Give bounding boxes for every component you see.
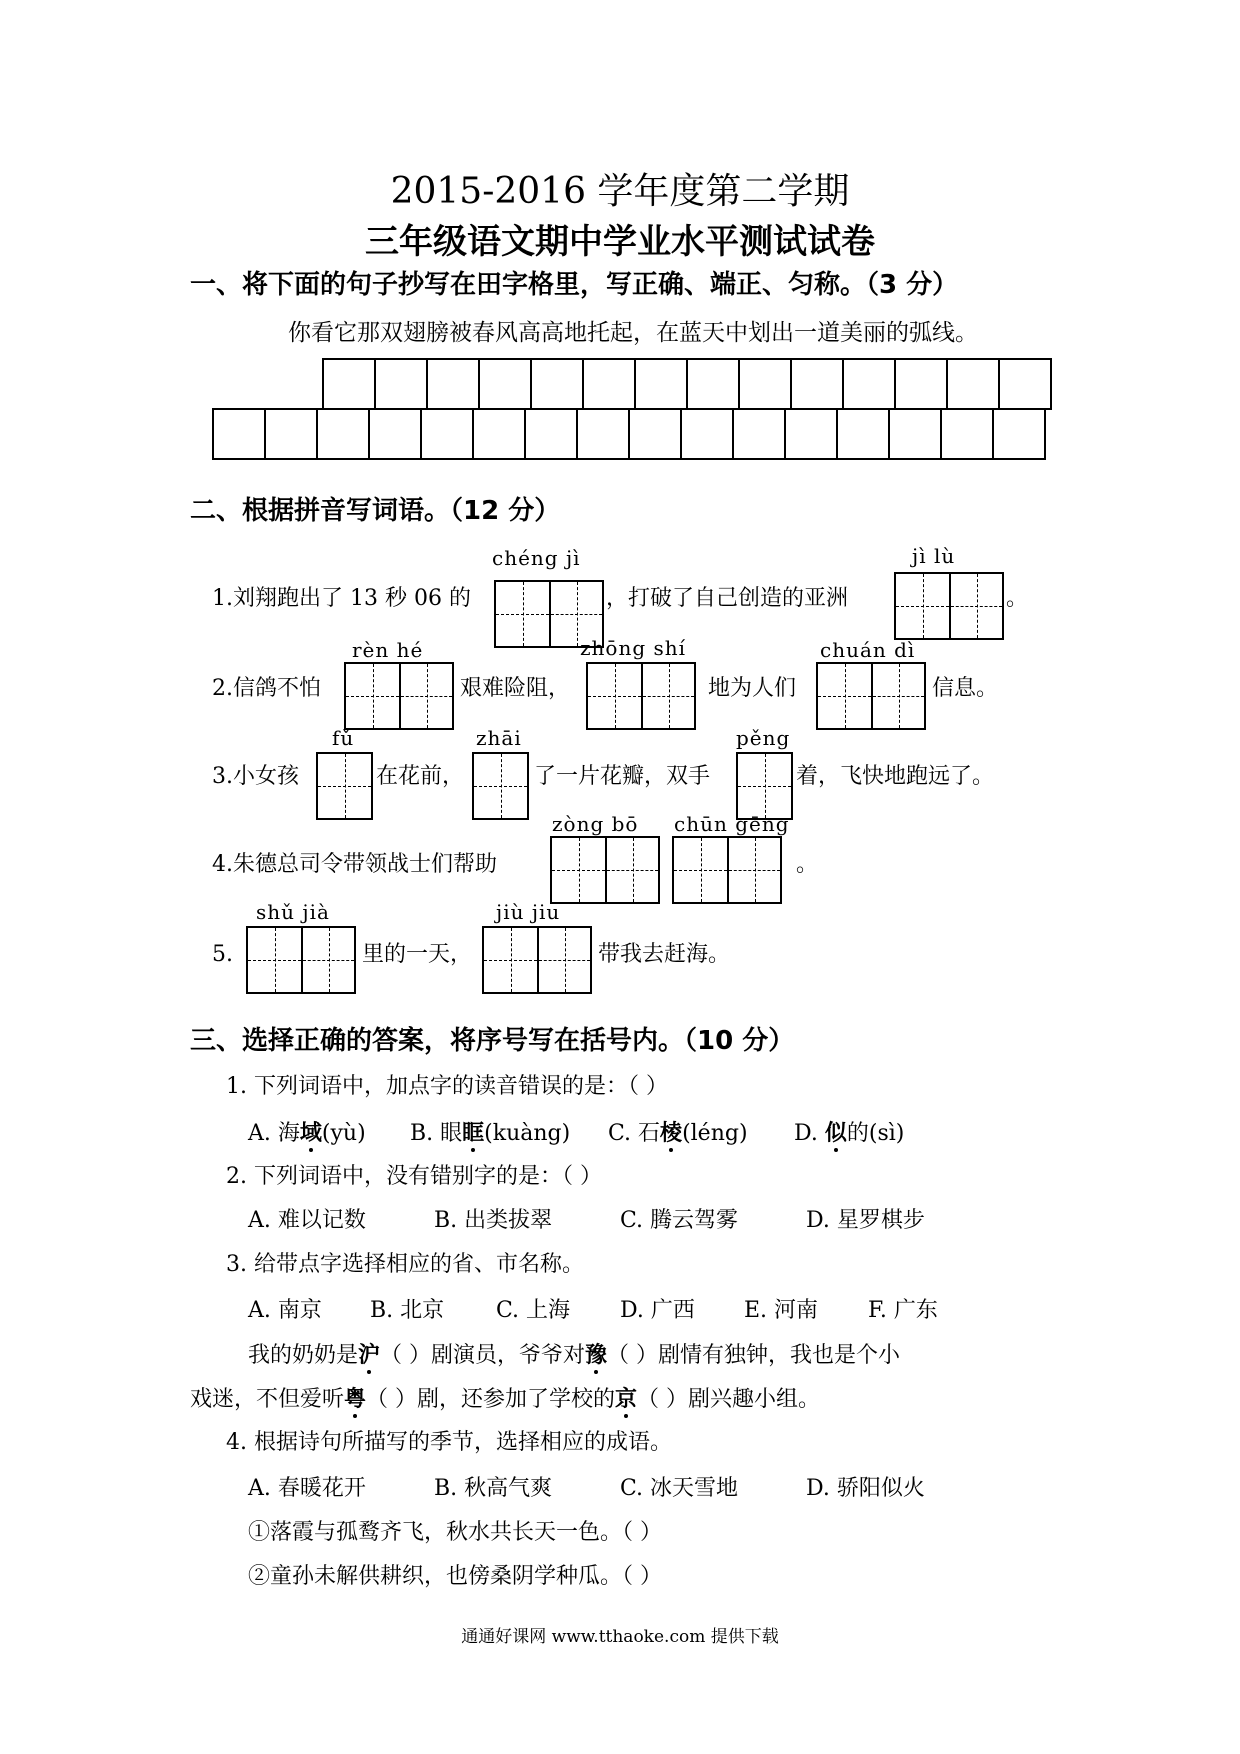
tianzige-renhe[interactable] [344, 662, 454, 730]
q3-3-option-e: E. 河南 [744, 1298, 819, 1323]
section1-sentence: 你看它那双翅膀被春风高高地托起，在蓝天中划出一道美丽的弧线。 [288, 320, 978, 346]
q2-1-text-a: 1.刘翔跑出了 13 秒 06 的 [212, 586, 471, 611]
pinyin-zhai: zhāi [476, 726, 522, 750]
q2-2-text-c: 地为人们 [708, 676, 797, 701]
q3-3-option-f: F. 广东 [868, 1298, 938, 1323]
tianzige-zongbo[interactable] [550, 836, 660, 904]
tianzige-zhongshi[interactable] [586, 662, 696, 730]
q2-1-text-c: 。 [1006, 586, 1029, 611]
q3-3-option-a: A. 南京 [248, 1298, 322, 1323]
q3-2-option-a: A. 难以记数 [248, 1208, 366, 1233]
q3-3-line1: 我的奶奶是沪（ ）剧演员，爷爷对豫（ ）剧情有独钟，我也是个小 [248, 1342, 901, 1368]
pinyin-jiujiu: jiù jiu [496, 900, 561, 924]
q3-4-option-c: C. 冰天雪地 [620, 1476, 739, 1501]
section2-heading: 二、根据拼音写词语。（12 分） [190, 496, 561, 526]
section1-heading: 一、将下面的句子抄写在田字格里，写正确、端正、匀称。（3 分） [190, 270, 959, 300]
pinyin-zhongshi: zhōng shí [580, 636, 687, 660]
q3-4-poem2: ②童孙未解供耕织，也傍桑阴学种瓜。（ ） [248, 1564, 662, 1589]
tianzige-chungeng[interactable] [672, 836, 782, 904]
tianzige-zhai[interactable] [472, 752, 529, 820]
q3-1-option-c: C. 石棱(léng) [608, 1120, 748, 1146]
q3-2-option-b: B. 出类拔翠 [434, 1208, 553, 1233]
q3-2-stem: 2. 下列词语中，没有错别字的是：（ ） [226, 1164, 602, 1189]
q3-1-option-b: B. 眼眶(kuàng) [410, 1120, 571, 1146]
pinyin-fu: fǔ [332, 726, 355, 750]
q3-1-stem: 1. 下列词语中，加点字的读音错误的是：（ ） [226, 1074, 668, 1099]
q2-3-text-c: 了一片花瓣，双手 [534, 764, 711, 789]
q3-4-stem: 4. 根据诗句所描写的季节，选择相应的成语。 [226, 1430, 672, 1455]
tianzige-jilu[interactable] [894, 572, 1004, 640]
tianzige-chuandi[interactable] [816, 662, 926, 730]
q2-5-text-a: 5. [212, 942, 233, 967]
pinyin-zongbo: zòng bō [552, 812, 639, 836]
exam-title: 三年级语文期中学业水平测试试卷 [365, 222, 875, 262]
q3-4-option-d: D. 骄阳似火 [806, 1476, 925, 1501]
tianzige-shujia[interactable] [246, 926, 356, 994]
copy-grid-row2 [214, 408, 1046, 460]
exam-year-title: 2015-2016 学年度第二学期 [390, 171, 850, 212]
q3-4-option-a: A. 春暖花开 [248, 1476, 366, 1501]
q3-2-option-c: C. 腾云驾雾 [620, 1208, 739, 1233]
section3-heading: 三、选择正确的答案，将序号写在括号内。（10 分） [190, 1026, 795, 1056]
q2-3-text-d: 着，飞快地跑远了。 [796, 764, 995, 789]
q3-4-poem1: ①落霞与孤鹜齐飞，秋水共长天一色。（ ） [248, 1520, 662, 1545]
copy-grid-row1 [324, 358, 1052, 410]
q3-3-option-c: C. 上海 [496, 1298, 571, 1323]
pinyin-chuandi: chuán dì [820, 638, 916, 662]
q2-5-text-b: 里的一天， [362, 942, 473, 967]
pinyin-renhe: rèn hé [352, 638, 424, 662]
footer-source: 通通好课网 www.tthaoke.com 提供下载 [461, 1627, 779, 1647]
q2-1-text-b: ，打破了自己创造的亚洲 [606, 586, 849, 611]
q2-4-text-a: 4.朱德总司令带领战士们帮助 [212, 852, 497, 877]
q3-1-option-d: D. 似的(sì) [794, 1120, 905, 1146]
q3-3-option-d: D. 广西 [620, 1298, 695, 1323]
pinyin-jilu: jì lù [912, 544, 956, 568]
q2-2-text-b: 艰难险阻， [460, 676, 571, 701]
q3-4-option-b: B. 秋高气爽 [434, 1476, 553, 1501]
q2-5-text-c: 带我去赶海。 [598, 942, 731, 967]
pinyin-shujia: shǔ jià [256, 900, 330, 924]
q3-2-option-d: D. 星罗棋步 [806, 1208, 925, 1233]
tianzige-jiujiu[interactable] [482, 926, 592, 994]
q2-3-text-b: 在花前， [376, 764, 465, 789]
q3-3-stem: 3. 给带点字选择相应的省、市名称。 [226, 1252, 584, 1277]
pinyin-chungeng: chūn gēng [674, 812, 790, 836]
q2-2-text-d: 信息。 [932, 676, 999, 701]
q2-4-text-b: 。 [796, 852, 819, 877]
q2-2-text-a: 2.信鸽不怕 [212, 676, 321, 701]
tianzige-peng[interactable] [736, 752, 793, 820]
q2-3-text-a: 3.小女孩 [212, 764, 299, 789]
q3-3-option-b: B. 北京 [370, 1298, 445, 1323]
pinyin-chengji: chéng jì [492, 546, 581, 570]
pinyin-peng: pěng [736, 726, 791, 750]
q3-1-option-a: A. 海域(yù) [248, 1120, 366, 1146]
q3-3-line2: 戏迷，不但爱听粤（ ）剧，还参加了学校的京（ ）剧兴趣小组。 [190, 1386, 821, 1412]
tianzige-fu[interactable] [316, 752, 373, 820]
